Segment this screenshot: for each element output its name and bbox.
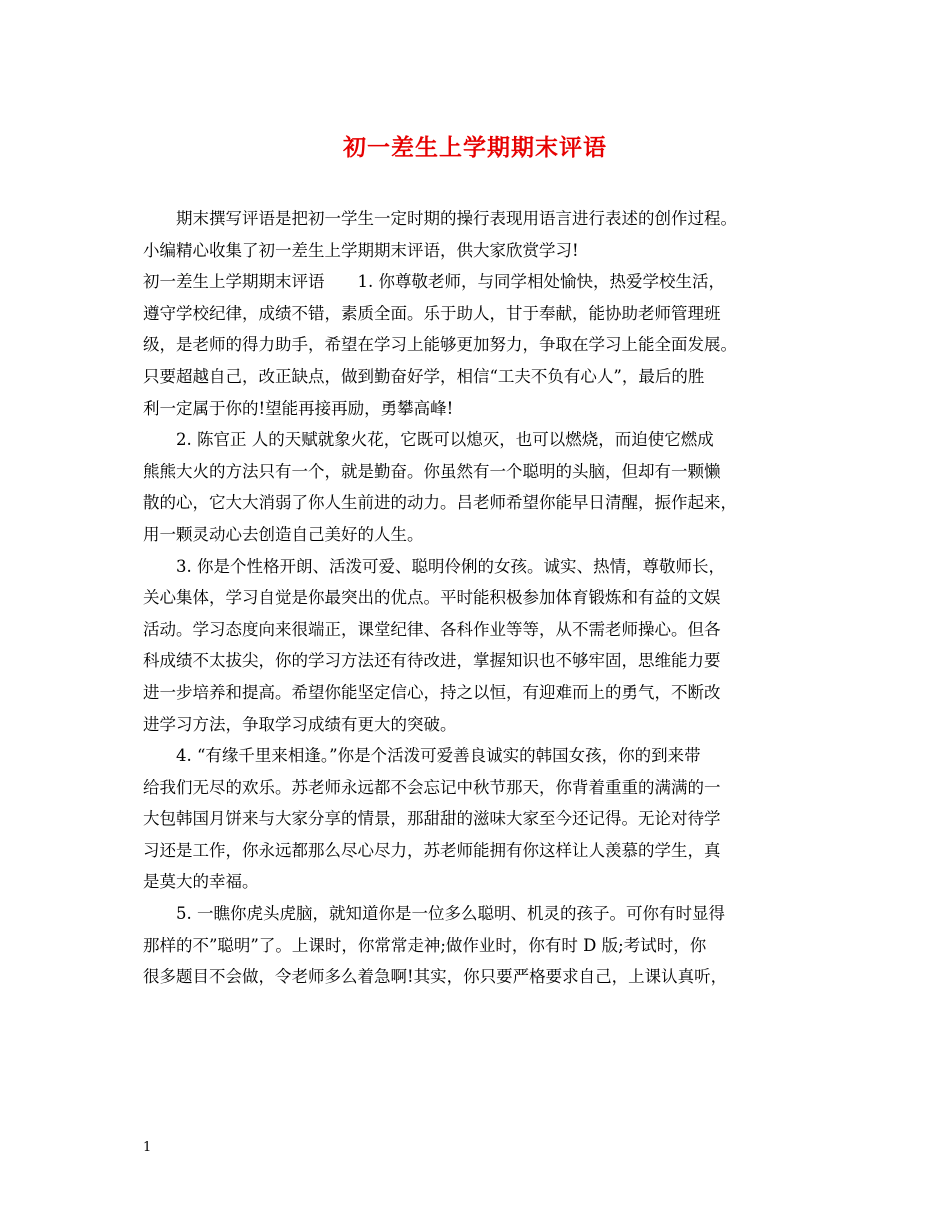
text-line: 用一颗灵动心去创造自己美好的人生。 (143, 524, 424, 544)
text-line: 利一定属于你的!望能再接再励，勇攀高峰! (143, 398, 454, 418)
text-line: 很多题目不会做，令老师多么着急啊!其实，你只要严格要求自己，上课认真听， (143, 967, 728, 987)
text-line: 遵守学校纪律，成绩不错，素质全面。乐于助人，甘于奉献，能协助老师管理班 (143, 303, 721, 323)
text-line: 熊熊大火的方法只有一个，就是勤奋。你虽然有一个聪明的头脑，但却有一颗懒 (143, 461, 721, 481)
text-line: 进一步培养和提高。希望你能坚定信心，持之以恒，有迎难而上的勇气，不断改 (143, 682, 721, 702)
text-line: 大包韩国月饼来与大家分享的情景，那甜甜的滋味大家至今还记得。无论对待学 (143, 809, 721, 829)
text-line: 进学习方法，争取学习成绩有更大的突破。 (143, 714, 457, 734)
text-line: 期末撰写评语是把初一学生一定时期的操行表现用语言进行表述的创作过程。 (176, 209, 737, 228)
page-number: 1 (143, 1140, 152, 1155)
text-line: 级，是老师的得力助手，希望在学习上能够更加努力，争取在学习上能全面发展。 (143, 335, 737, 355)
text-line: 初一差生上学期期末评语 1. 你尊敬老师，与同学相处愉快，热爱学校生活， (143, 272, 725, 292)
text-line: 科成绩不太拔尖，你的学习方法还有待改进，掌握知识也不够牢固，思维能力要 (143, 651, 721, 671)
text-line: 5. 一瞧你虎头虎脑，就知道你是一位多么聪明、机灵的孩子。可你有时显得 (176, 904, 725, 924)
text-line: 3. 你是个性格开朗、活泼可爱、聪明伶俐的女孩。诚实、热情，尊敬师长， (176, 556, 725, 576)
text-line: 只要超越自己，改正缺点，做到勤奋好学，相信“工夫不负有心人”，最后的胜 (143, 366, 705, 386)
text-line: 4. “有缘千里来相逢。”你是个活泼可爱善良诚实的韩国女孩，你的到来带 (176, 746, 701, 766)
text-line: 习还是工作，你永远都那么尽心尽力，苏老师能拥有你这样让人羡慕的学生，真 (143, 840, 721, 860)
text-line: 那样的不”聪明”了。上课时，你常常走神;做作业时，你有时 D 版;考试时，你 (143, 935, 707, 955)
document-body (143, 203, 813, 993)
text-line: 散的心，它大大消弱了你人生前进的动力。吕老师希望你能早日清醒，振作起来， (143, 493, 737, 513)
text-line: 小编精心收集了初一差生上学期期末评语，供大家欣赏学习! (143, 240, 579, 260)
text-line: 活动。学习态度向来很端正，课堂纪律、各科作业等等，从不需老师操心。但各 (143, 619, 721, 639)
text-line: 2. 陈官正 人的天赋就象火花，它既可以熄灭，也可以燃烧，而迫使它燃成 (176, 430, 714, 450)
document-title: 初一差生上学期期末评语 (343, 134, 607, 161)
text-line: 关心集体，学习自觉是你最突出的优点。平时能积极参加体育锻炼和有益的文娱 (143, 588, 721, 608)
text-line: 给我们无尽的欢乐。苏老师永远都不会忘记中秋节那天，你背着重重的满满的一 (143, 777, 721, 797)
text-line: 是莫大的幸福。 (143, 872, 259, 892)
